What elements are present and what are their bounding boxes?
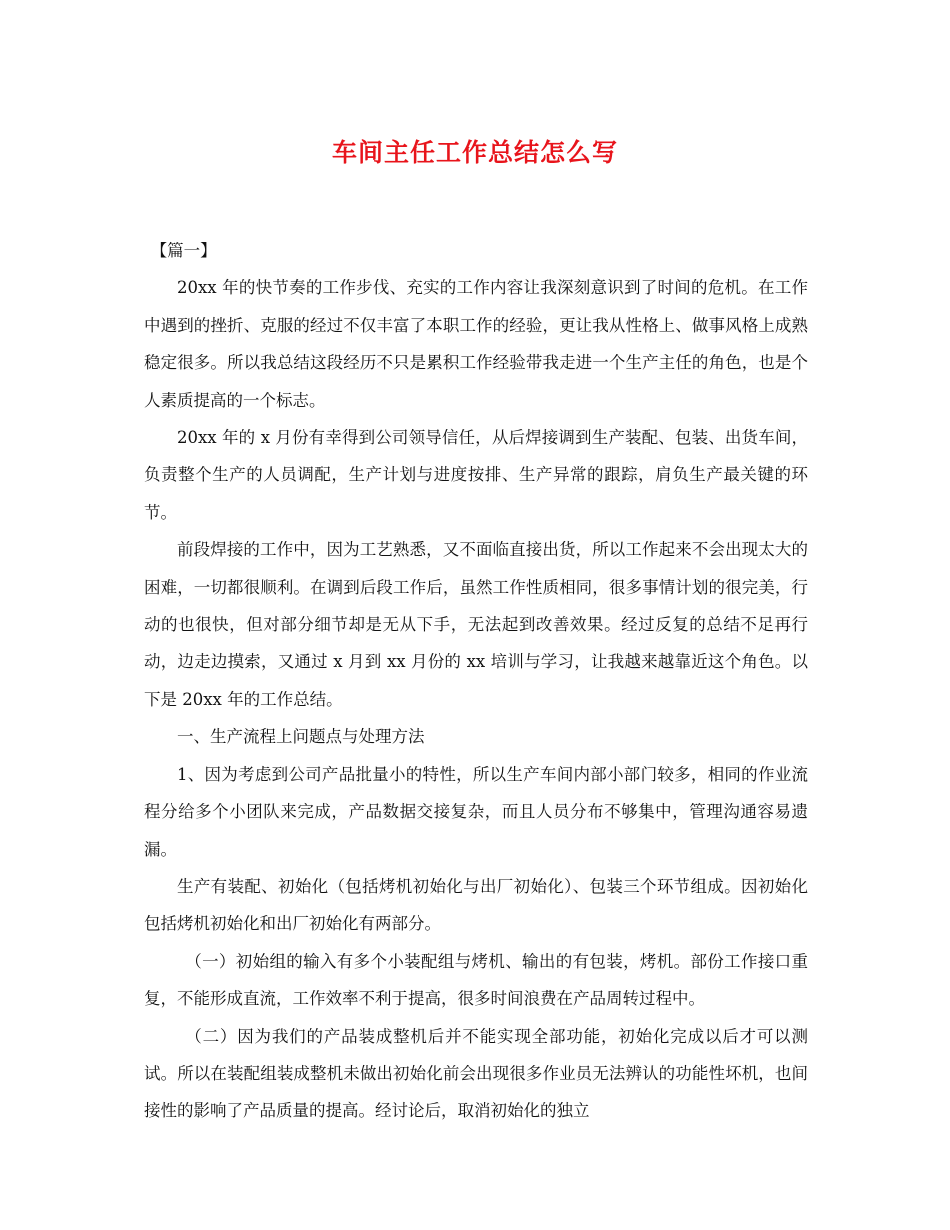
paragraph-1: 20xx 年的快节奏的工作步伐、充实的工作内容让我深刻意识到了时间的危机。在工作中遇到的挫折、克服的经过不仅丰富了本职工作的经验，更让我从性格上、做事风格上成熟稳定很多。所以我总结这段经历不只是累积工作经验带我走进一个生产主任的角色，也是个人素质提高的一个标志。 (144, 278, 808, 410)
section-heading: 一、生产流程上问题点与处理方法 (177, 727, 425, 747)
document-body (144, 232, 808, 1130)
section-label: 【篇一】 (150, 241, 217, 260)
paragraph-7: （二）因为我们的产品装成整机后并不能实现全部功能，初始化完成以后才可以测试。所以在装配组装成整机未做出初始化前会出现很多作业员无法辨认的功能性坏机，也间接性的影响了产品质量的提高。经讨论后，取消初始化的独立 (144, 1026, 808, 1121)
paragraph-3: 前段焊接的工作中，因为工艺熟悉，又不面临直接出货，所以工作起来不会出现太大的困难，一切都很顺利。在调到后段工作后，虽然工作性质相同，很多事情计划的很完美，行动的也很快，但对部分细节却是无从下手，无法起到改善效果。经过反复的总结不足再行动，边走边摸索，又通过 x 月到 xx 月份的 xx 培训与学习，让我越来越靠近这个角色。以下是 20xx 年的工作总结。 (144, 540, 808, 709)
document-title: 车间主任工作总结怎么写 (331, 138, 618, 167)
paragraph-6: （一）初始组的输入有多个小装配组与烤机、输出的有包装，烤机。部份工作接口重复，不能形成直流，工作效率不利于提高，很多时间浪费在产品周转过程中。 (144, 951, 808, 1009)
paragraph-2: 20xx 年的 x 月份有幸得到公司领导信任，从后焊接调到生产装配、包装、出货车间，负责整个生产的人员调配，生产计划与进度按排、生产异常的跟踪，肩负生产最关键的环节。 (144, 428, 808, 522)
paragraph-4: 1、因为考虑到公司产品批量小的特性，所以生产车间内部小部门较多，相同的作业流程分给多个小团队来完成，产品数据交接复杂，而且人员分布不够集中，管理沟通容易遗漏。 (144, 764, 808, 859)
paragraph-5: 生产有装配、初始化（包括烤机初始化与出厂初始化）、包装三个环节组成。因初始化包括烤机初始化和出厂初始化有两部分。 (144, 876, 808, 934)
